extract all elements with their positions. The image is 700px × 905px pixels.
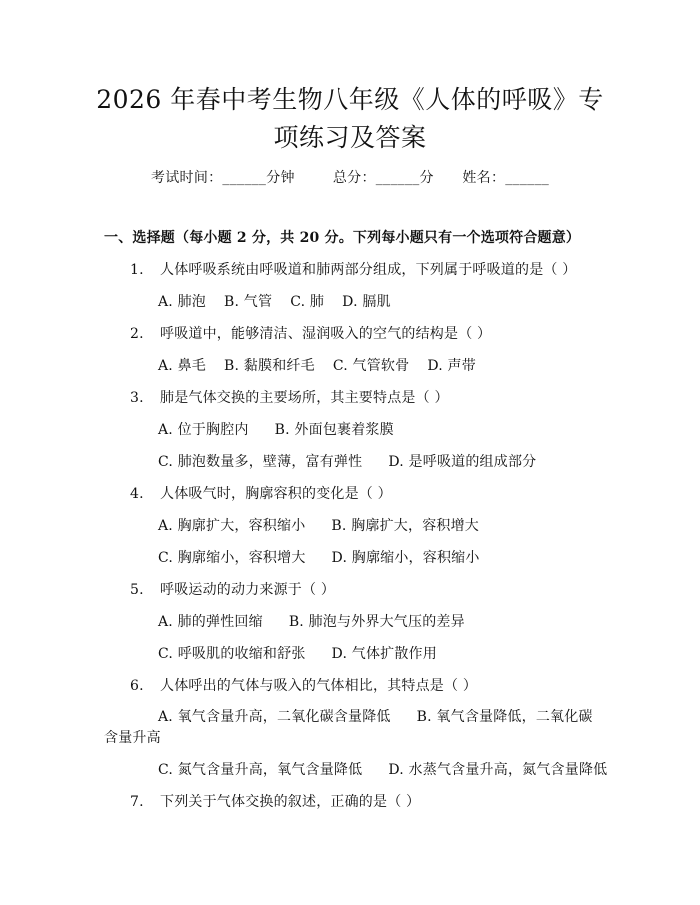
question-4-options-row-2: [158, 548, 480, 568]
question-3-options-row-1: [158, 420, 394, 440]
question-number: 4.: [130, 486, 144, 502]
option: C. 呼吸肌的收缩和舒张: [158, 646, 306, 662]
question-5: [104, 580, 604, 600]
question-stem: 人体吸气时，胸廓容积的变化是（ ）: [160, 486, 392, 502]
question-4-options-row-1: [158, 516, 479, 536]
option: D. 声带: [427, 358, 476, 374]
page-title-line-1: 2026 年春中考生物八年级《人体的呼吸》专: [96, 85, 604, 114]
question-number: 5.: [130, 582, 144, 598]
question-1-options: [158, 292, 391, 312]
question-3: [104, 388, 604, 408]
question-number: 7.: [130, 794, 144, 810]
option: B. 黏膜和纤毛: [224, 358, 315, 374]
question-stem: 人体呼出的气体与吸入的气体相比，其特点是（ ）: [160, 678, 478, 694]
question-6-options-row-2: [158, 760, 607, 780]
section-heading: 一、选择题（每小题 2 分，共 20 分。下列每小题只有一个选项符合题意）: [104, 230, 581, 246]
question-3-options-row-2: [158, 452, 536, 472]
question-6-options-row-1: [104, 707, 604, 749]
option: D. 膈肌: [342, 294, 391, 310]
option: A. 肺的弹性回缩: [158, 614, 263, 630]
question-stem: 呼吸道中，能够清洁、湿润吸入的空气的结构是（ ）: [160, 326, 492, 342]
option: C. 胸廓缩小，容积增大: [158, 550, 306, 566]
question-5-options-row-2: [158, 644, 437, 664]
option: B. 肺泡与外界大气压的差异: [288, 614, 465, 630]
question-stem: 人体呼吸系统由呼吸道和肺两部分组成，下列属于呼吸道的是（ ）: [160, 262, 577, 278]
question-1: [104, 260, 604, 280]
question-number: 3.: [130, 390, 144, 406]
option: B. 气管: [224, 294, 273, 310]
page-title-line-2: 项练习及答案: [273, 123, 427, 152]
option: C. 氮气含量升高，氧气含量降低: [158, 762, 363, 778]
question-stem: 下列关于气体交换的叙述，正确的是（ ）: [160, 794, 421, 810]
question-number: 2.: [130, 326, 144, 342]
option: B. 氧气含量降低，二氧化碳含量升高: [104, 709, 593, 746]
option: A. 胸廓扩大，容积缩小: [158, 518, 306, 534]
option: D. 胸廓缩小，容积缩小: [331, 550, 480, 566]
option: B. 胸廓扩大，容积增大: [331, 518, 480, 534]
option: C. 气管软骨: [332, 358, 410, 374]
question-number: 6.: [130, 678, 144, 694]
option: C. 肺泡数量多，壁薄，富有弹性: [158, 454, 363, 470]
option: A. 位于胸腔内: [158, 422, 249, 438]
option: A. 鼻毛: [158, 358, 207, 374]
question-7: [104, 792, 604, 812]
option: D. 是呼吸道的组成部分: [388, 454, 537, 470]
option: C. 肺: [290, 294, 325, 310]
question-5-options-row-1: [158, 612, 465, 632]
question-stem: 肺是气体交换的主要场所，其主要特点是（ ）: [160, 390, 449, 406]
question-number: 1.: [130, 262, 144, 278]
question-4: [104, 484, 604, 504]
question-2-options: [158, 356, 476, 376]
exam-score: 总分：______分: [332, 170, 434, 186]
exam-time: 考试时间：______分钟: [150, 170, 295, 186]
option: B. 外面包裹着浆膜: [274, 422, 394, 438]
exam-name: 姓名：______: [462, 170, 550, 186]
question-2: [104, 324, 604, 344]
question-stem: 呼吸运动的动力来源于（ ）: [160, 582, 336, 598]
exam-meta: [0, 168, 700, 188]
option: A. 肺泡: [158, 294, 207, 310]
option: A. 氧气含量升高，二氧化碳含量降低: [158, 709, 391, 725]
option: D. 气体扩散作用: [331, 646, 437, 662]
question-6: [104, 676, 604, 696]
option: D. 水蒸气含量升高，氮气含量降低: [388, 762, 608, 778]
